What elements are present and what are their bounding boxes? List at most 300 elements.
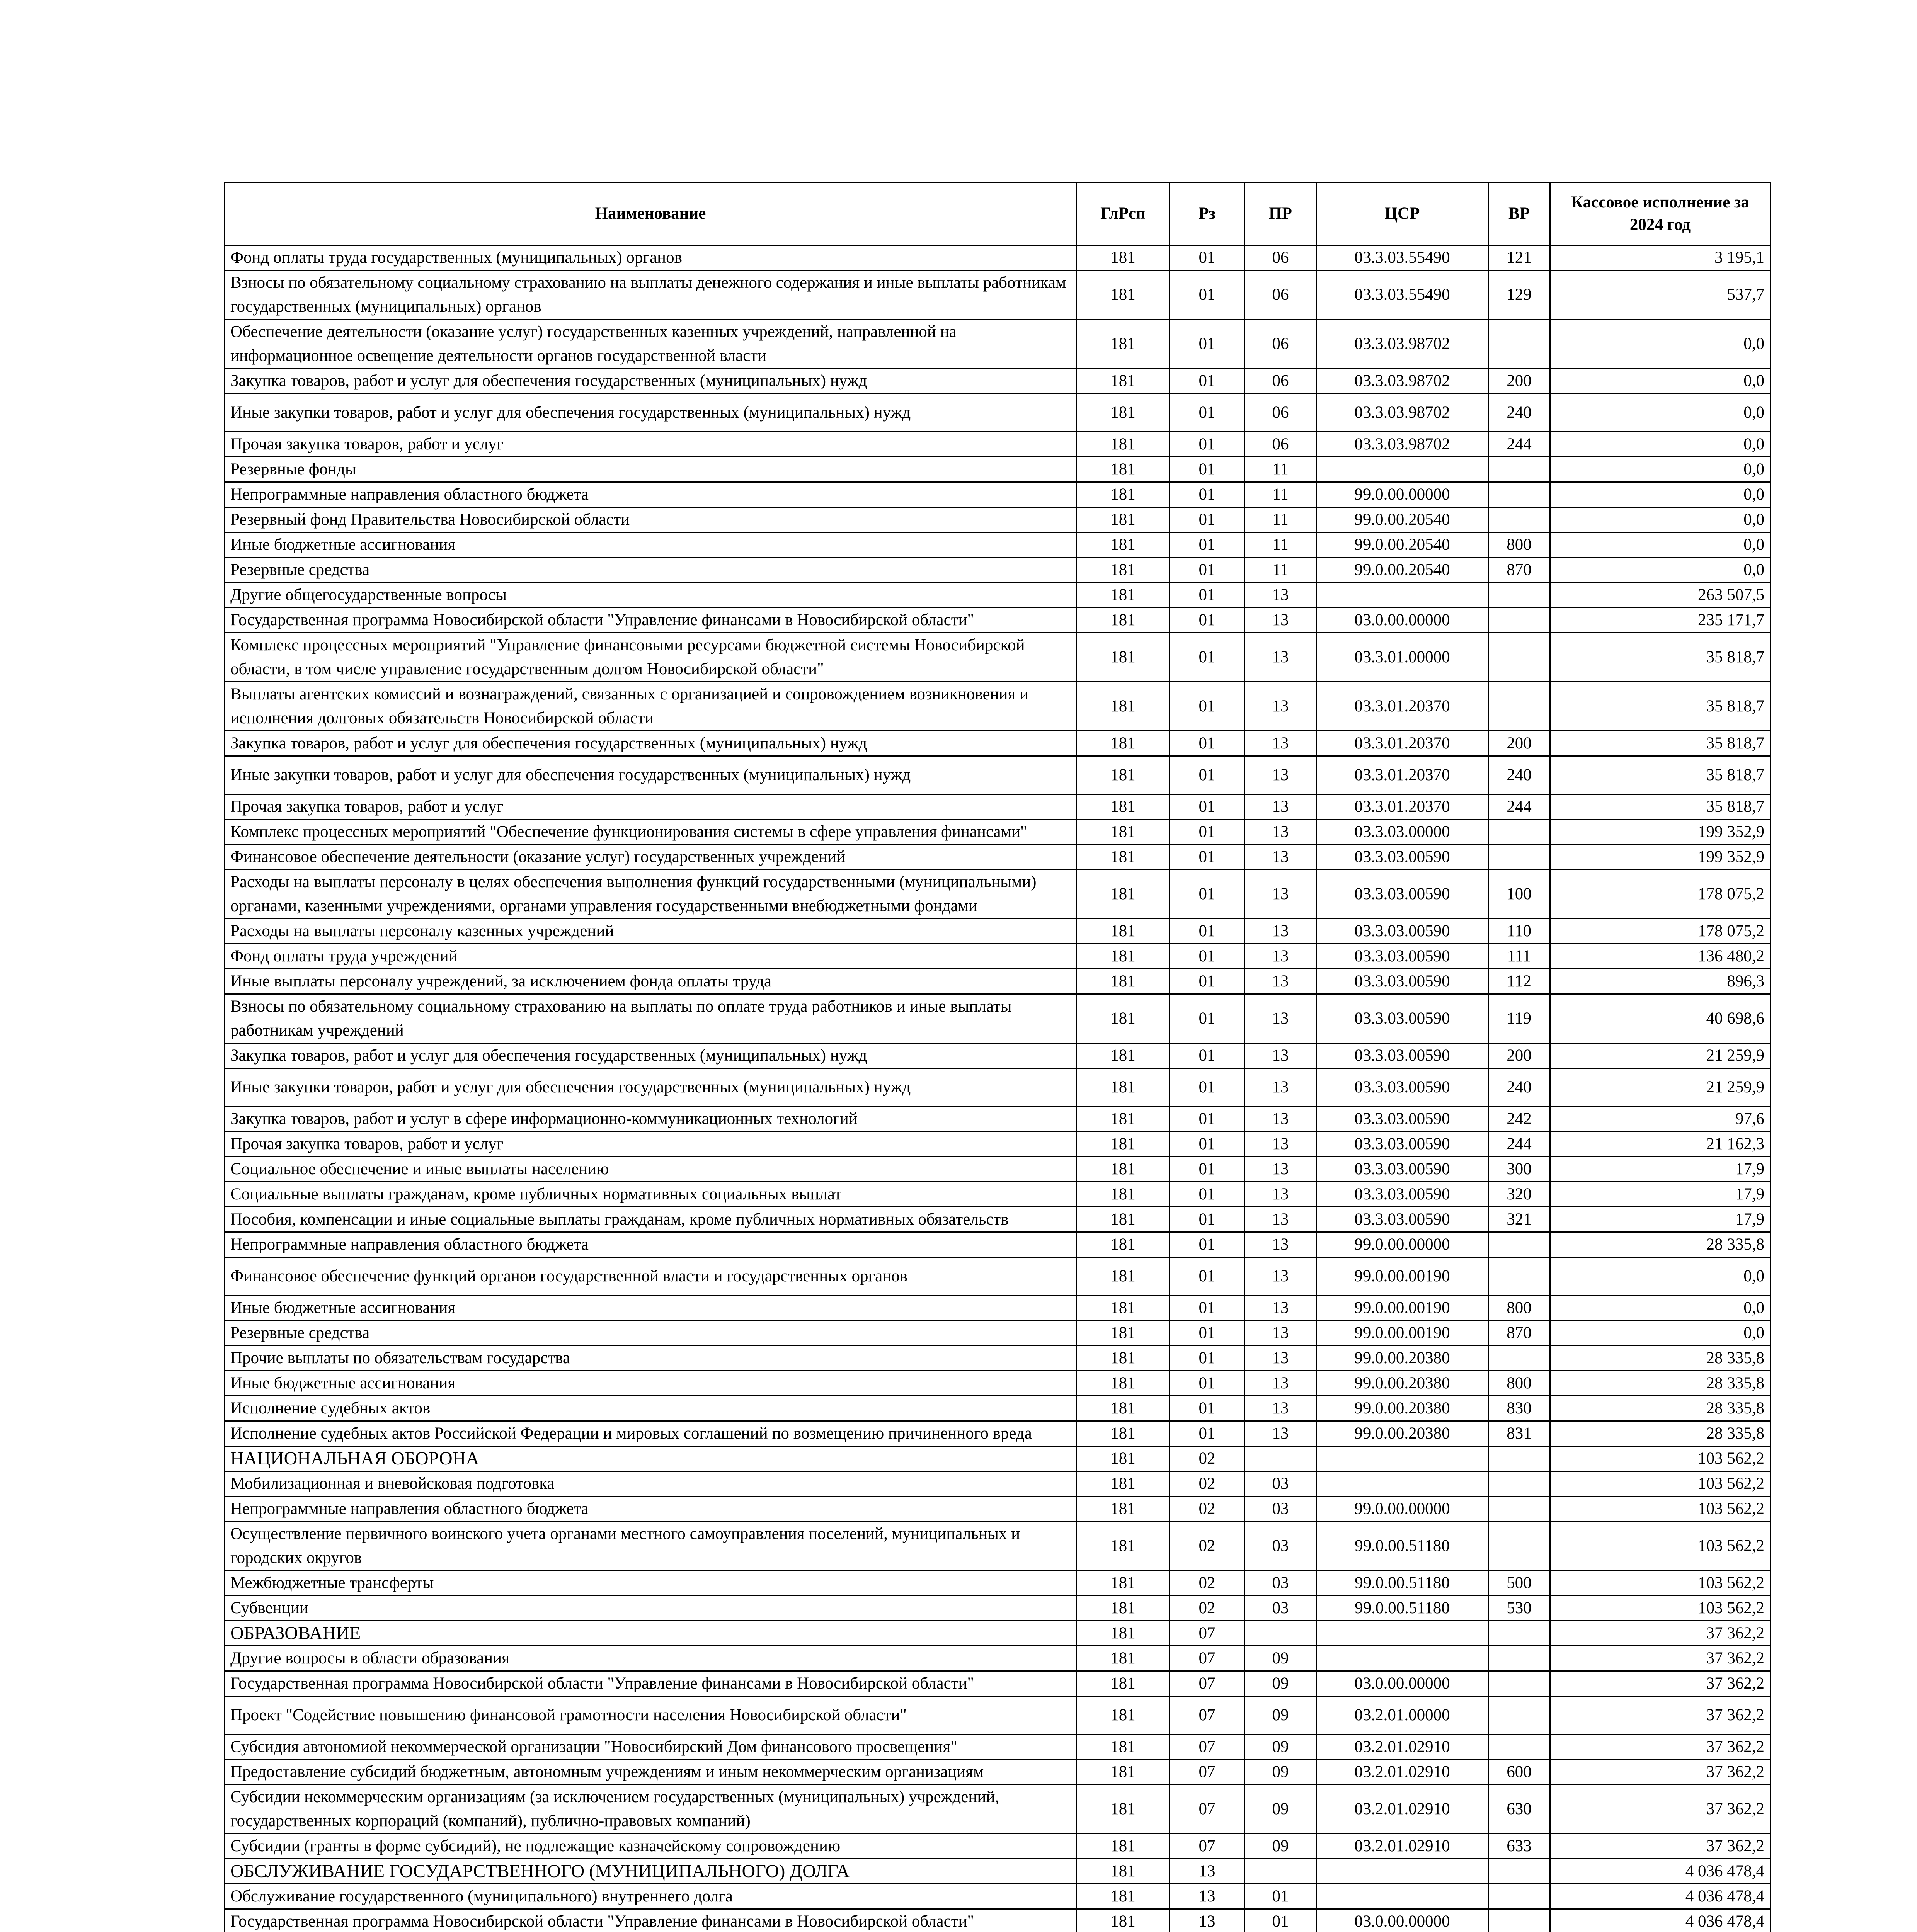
row-amount: 37 362,2 (1550, 1671, 1771, 1696)
row-vr: 244 (1488, 794, 1550, 820)
row-amount: 17,9 (1550, 1157, 1771, 1182)
row-csr: 03.3.03.00590 (1316, 919, 1488, 944)
row-name: Субсидия автономиой некоммерческой организации "Новосибирский Дом финансового просвещения" (225, 1735, 1077, 1760)
row-vr (1488, 820, 1550, 845)
table-row (225, 1043, 1771, 1068)
table-row (225, 1471, 1771, 1497)
row-amount: 103 562,2 (1550, 1596, 1771, 1621)
row-amount: 537,7 (1550, 270, 1771, 320)
row-amount: 178 075,2 (1550, 919, 1771, 944)
row-pr: 11 (1245, 457, 1316, 482)
header-row (225, 182, 1771, 245)
row-rz: 01 (1170, 820, 1245, 845)
row-name: Выплаты агентских комиссий и вознаграждений, связанных с организацией и сопровождением возникновения и исполнения долговых обязательств Новосибирской области (225, 682, 1077, 731)
row-grbs: 181 (1077, 1497, 1170, 1522)
row-rz: 01 (1170, 369, 1245, 394)
row-name: Взносы по обязательному социальному страхованию на выплаты по оплате труда работников и иные выплаты работникам учреждений (225, 994, 1077, 1043)
table-row (225, 870, 1771, 919)
table-row (225, 1296, 1771, 1321)
row-vr: 870 (1488, 1321, 1550, 1346)
header-pr: ПР (1245, 182, 1316, 245)
row-amount: 103 562,2 (1550, 1446, 1771, 1471)
row-pr: 13 (1245, 1043, 1316, 1068)
row-vr: 200 (1488, 731, 1550, 756)
table-row (225, 1909, 1771, 1932)
row-amount: 21 259,9 (1550, 1068, 1771, 1107)
budget-execution-table (224, 182, 1771, 1932)
row-vr: 321 (1488, 1207, 1550, 1232)
row-vr (1488, 1646, 1550, 1671)
row-rz: 01 (1170, 1182, 1245, 1207)
row-amount: 0,0 (1550, 369, 1771, 394)
row-vr (1488, 682, 1550, 731)
row-amount: 103 562,2 (1550, 1571, 1771, 1596)
row-name: Фонд оплаты труда учреждений (225, 944, 1077, 969)
row-pr: 13 (1245, 1132, 1316, 1157)
row-pr: 01 (1245, 1909, 1316, 1932)
table-row (225, 394, 1771, 432)
row-name: Расходы на выплаты персоналу в целях обеспечения выполнения функций государственными (муниципальными) органами, казенными учреждениями, органами управления государственными внебюджетными фондами (225, 870, 1077, 919)
row-vr: 800 (1488, 1371, 1550, 1396)
row-csr: 03.3.03.00590 (1316, 1043, 1488, 1068)
row-csr: 99.0.00.00190 (1316, 1257, 1488, 1296)
row-csr: 03.3.01.20370 (1316, 756, 1488, 794)
row-csr: 03.2.01.02910 (1316, 1834, 1488, 1859)
row-csr (1316, 1621, 1488, 1646)
row-grbs: 181 (1077, 1396, 1170, 1421)
row-rz: 02 (1170, 1471, 1245, 1497)
row-pr: 03 (1245, 1471, 1316, 1497)
row-amount: 28 335,8 (1550, 1421, 1771, 1446)
row-pr: 13 (1245, 1107, 1316, 1132)
row-pr: 13 (1245, 919, 1316, 944)
row-name: Межбюджетные трансферты (225, 1571, 1077, 1596)
table-row (225, 1884, 1771, 1909)
row-csr: 03.3.01.20370 (1316, 794, 1488, 820)
section-row (225, 1859, 1771, 1884)
row-csr: 99.0.00.00190 (1316, 1321, 1488, 1346)
row-name: Закупка товаров, работ и услуг для обеспечения государственных (муниципальных) нужд (225, 369, 1077, 394)
row-amount: 21 162,3 (1550, 1132, 1771, 1157)
row-csr (1316, 1884, 1488, 1909)
row-amount: 103 562,2 (1550, 1471, 1771, 1497)
row-grbs: 181 (1077, 1522, 1170, 1571)
row-name: Финансовое обеспечение деятельности (оказание услуг) государственных учреждений (225, 845, 1077, 870)
row-vr (1488, 1232, 1550, 1257)
row-name: Исполнение судебных актов (225, 1396, 1077, 1421)
row-rz: 07 (1170, 1785, 1245, 1834)
row-amount: 4 036 478,4 (1550, 1884, 1771, 1909)
row-grbs: 181 (1077, 1371, 1170, 1396)
row-name: Субсидии некоммерческим организациям (за исключением государственных (муниципальных) учреждений, государственных корпораций (компаний), публично-правовых компаний) (225, 1785, 1077, 1834)
row-name: Резервные средства (225, 1321, 1077, 1346)
row-amount: 37 362,2 (1550, 1785, 1771, 1834)
row-amount: 37 362,2 (1550, 1760, 1771, 1785)
row-rz: 01 (1170, 994, 1245, 1043)
row-rz: 13 (1170, 1884, 1245, 1909)
row-rz: 01 (1170, 845, 1245, 870)
row-name: Комплекс процессных мероприятий "Обеспечение функционирования системы в сфере управления финансами" (225, 820, 1077, 845)
row-pr (1245, 1859, 1316, 1884)
row-grbs: 181 (1077, 1296, 1170, 1321)
table-row (225, 270, 1771, 320)
row-grbs: 181 (1077, 1621, 1170, 1646)
table-row (225, 794, 1771, 820)
row-grbs: 181 (1077, 1596, 1170, 1621)
row-name: Закупка товаров, работ и услуг в сфере информационно-коммуникационных технологий (225, 1107, 1077, 1132)
row-vr: 500 (1488, 1571, 1550, 1596)
row-pr: 13 (1245, 1296, 1316, 1321)
row-rz: 01 (1170, 1321, 1245, 1346)
row-csr: 03.3.01.00000 (1316, 633, 1488, 682)
row-grbs: 181 (1077, 919, 1170, 944)
row-name: Прочая закупка товаров, работ и услуг (225, 794, 1077, 820)
row-rz: 02 (1170, 1596, 1245, 1621)
row-rz: 01 (1170, 1132, 1245, 1157)
row-vr (1488, 457, 1550, 482)
row-rz: 01 (1170, 532, 1245, 558)
row-vr (1488, 1471, 1550, 1497)
row-csr: 03.3.03.98702 (1316, 369, 1488, 394)
row-vr: 244 (1488, 432, 1550, 457)
row-rz: 01 (1170, 558, 1245, 583)
row-rz: 07 (1170, 1735, 1245, 1760)
row-amount: 0,0 (1550, 432, 1771, 457)
row-amount: 4 036 478,4 (1550, 1909, 1771, 1932)
row-csr: 03.3.03.98702 (1316, 394, 1488, 432)
row-rz: 01 (1170, 608, 1245, 633)
row-name: Обеспечение деятельности (оказание услуг) государственных казенных учреждений, направленной на информационное освещение деятельности органов государственной власти (225, 320, 1077, 369)
row-csr: 03.3.03.00590 (1316, 870, 1488, 919)
row-vr: 800 (1488, 532, 1550, 558)
row-pr: 09 (1245, 1760, 1316, 1785)
row-grbs: 181 (1077, 1735, 1170, 1760)
table-row (225, 1421, 1771, 1446)
row-csr: 99.0.00.00000 (1316, 1232, 1488, 1257)
row-grbs: 181 (1077, 969, 1170, 994)
row-vr: 121 (1488, 245, 1550, 270)
row-vr (1488, 583, 1550, 608)
row-grbs: 181 (1077, 1043, 1170, 1068)
row-pr: 13 (1245, 633, 1316, 682)
row-name: Проект "Содействие повышению финансовой грамотности населения Новосибирской области" (225, 1696, 1077, 1735)
row-rz: 01 (1170, 1421, 1245, 1446)
row-pr: 13 (1245, 1207, 1316, 1232)
row-amount: 28 335,8 (1550, 1232, 1771, 1257)
row-name: Резервные средства (225, 558, 1077, 583)
table-row (225, 756, 1771, 794)
row-vr: 240 (1488, 1068, 1550, 1107)
row-csr: 03.3.03.00590 (1316, 1107, 1488, 1132)
header-name: Наименование (225, 182, 1077, 245)
row-grbs: 181 (1077, 1785, 1170, 1834)
row-name: Комплекс процессных мероприятий "Управление финансовыми ресурсами бюджетной системы Новосибирской области, в том числе управление государственным долгом Новосибирской области" (225, 633, 1077, 682)
row-rz: 07 (1170, 1621, 1245, 1646)
row-rz: 13 (1170, 1859, 1245, 1884)
table-row (225, 633, 1771, 682)
row-amount: 0,0 (1550, 320, 1771, 369)
row-grbs: 181 (1077, 845, 1170, 870)
row-vr (1488, 608, 1550, 633)
row-csr: 99.0.00.20540 (1316, 507, 1488, 532)
table-row (225, 583, 1771, 608)
row-pr: 13 (1245, 1321, 1316, 1346)
row-rz: 07 (1170, 1834, 1245, 1859)
row-amount: 199 352,9 (1550, 845, 1771, 870)
row-pr: 13 (1245, 682, 1316, 731)
row-name: Субвенции (225, 1596, 1077, 1621)
row-pr: 13 (1245, 756, 1316, 794)
row-rz: 01 (1170, 1257, 1245, 1296)
row-pr: 13 (1245, 1157, 1316, 1182)
row-amount: 0,0 (1550, 482, 1771, 507)
row-grbs: 181 (1077, 756, 1170, 794)
row-rz: 01 (1170, 457, 1245, 482)
row-pr: 09 (1245, 1696, 1316, 1735)
row-amount: 0,0 (1550, 532, 1771, 558)
row-grbs: 181 (1077, 1696, 1170, 1735)
row-grbs: 181 (1077, 870, 1170, 919)
row-csr: 03.3.03.00590 (1316, 845, 1488, 870)
row-csr: 03.3.03.00590 (1316, 994, 1488, 1043)
row-rz: 01 (1170, 1068, 1245, 1107)
row-csr: 03.2.01.02910 (1316, 1735, 1488, 1760)
row-vr: 112 (1488, 969, 1550, 994)
row-vr (1488, 1909, 1550, 1932)
row-grbs: 181 (1077, 994, 1170, 1043)
row-grbs: 181 (1077, 369, 1170, 394)
row-amount: 37 362,2 (1550, 1621, 1771, 1646)
row-csr: 99.0.00.20540 (1316, 558, 1488, 583)
table-row (225, 845, 1771, 870)
row-vr (1488, 1522, 1550, 1571)
row-pr: 13 (1245, 1421, 1316, 1446)
table-row (225, 1760, 1771, 1785)
row-grbs: 181 (1077, 1909, 1170, 1932)
row-csr: 03.3.03.00590 (1316, 1132, 1488, 1157)
row-pr: 09 (1245, 1834, 1316, 1859)
row-rz: 07 (1170, 1760, 1245, 1785)
row-vr: 870 (1488, 558, 1550, 583)
row-grbs: 181 (1077, 1571, 1170, 1596)
row-rz: 07 (1170, 1646, 1245, 1671)
row-amount: 28 335,8 (1550, 1396, 1771, 1421)
row-vr (1488, 1346, 1550, 1371)
row-name: Резервные фонды (225, 457, 1077, 482)
row-vr: 530 (1488, 1596, 1550, 1621)
table-row (225, 558, 1771, 583)
header-grbs: ГлРсп (1077, 182, 1170, 245)
row-rz: 01 (1170, 682, 1245, 731)
row-rz: 13 (1170, 1909, 1245, 1932)
row-amount: 40 698,6 (1550, 994, 1771, 1043)
row-amount: 235 171,7 (1550, 608, 1771, 633)
table-row (225, 1068, 1771, 1107)
row-csr: 99.0.00.51180 (1316, 1571, 1488, 1596)
row-amount: 0,0 (1550, 1321, 1771, 1346)
row-name: НАЦИОНАЛЬНАЯ ОБОРОНА (225, 1446, 1077, 1471)
row-name: Иные бюджетные ассигнования (225, 532, 1077, 558)
row-pr: 13 (1245, 583, 1316, 608)
row-csr: 99.0.00.20380 (1316, 1371, 1488, 1396)
table-row (225, 682, 1771, 731)
row-grbs: 181 (1077, 1446, 1170, 1471)
row-pr: 13 (1245, 1232, 1316, 1257)
row-csr: 03.3.03.00590 (1316, 1068, 1488, 1107)
row-csr: 03.3.03.00590 (1316, 944, 1488, 969)
row-vr: 244 (1488, 1132, 1550, 1157)
table-row (225, 1571, 1771, 1596)
row-amount: 37 362,2 (1550, 1735, 1771, 1760)
row-csr: 03.0.00.00000 (1316, 1909, 1488, 1932)
row-grbs: 181 (1077, 270, 1170, 320)
row-rz: 01 (1170, 919, 1245, 944)
row-grbs: 181 (1077, 794, 1170, 820)
table-row (225, 1232, 1771, 1257)
row-grbs: 181 (1077, 394, 1170, 432)
table-row (225, 482, 1771, 507)
table-body (225, 245, 1771, 1932)
row-rz: 01 (1170, 432, 1245, 457)
row-rz: 01 (1170, 633, 1245, 682)
row-vr: 119 (1488, 994, 1550, 1043)
row-vr: 242 (1488, 1107, 1550, 1132)
row-csr: 99.0.00.51180 (1316, 1596, 1488, 1621)
row-rz: 01 (1170, 794, 1245, 820)
row-pr: 11 (1245, 558, 1316, 583)
row-amount: 17,9 (1550, 1182, 1771, 1207)
row-csr: 03.3.03.55490 (1316, 245, 1488, 270)
table-row (225, 532, 1771, 558)
row-rz: 02 (1170, 1522, 1245, 1571)
row-amount: 35 818,7 (1550, 731, 1771, 756)
row-rz: 01 (1170, 583, 1245, 608)
row-grbs: 181 (1077, 944, 1170, 969)
row-amount: 21 259,9 (1550, 1043, 1771, 1068)
row-rz: 01 (1170, 1296, 1245, 1321)
row-pr: 13 (1245, 731, 1316, 756)
row-vr: 200 (1488, 1043, 1550, 1068)
row-vr (1488, 1735, 1550, 1760)
row-csr: 99.0.00.20380 (1316, 1421, 1488, 1446)
row-vr: 633 (1488, 1834, 1550, 1859)
table-row (225, 1396, 1771, 1421)
row-csr: 03.3.01.20370 (1316, 731, 1488, 756)
row-vr (1488, 1859, 1550, 1884)
row-amount: 199 352,9 (1550, 820, 1771, 845)
row-csr: 03.3.03.00590 (1316, 969, 1488, 994)
row-vr: 240 (1488, 756, 1550, 794)
row-vr (1488, 507, 1550, 532)
row-grbs: 181 (1077, 558, 1170, 583)
row-name: Непрограммные направления областного бюджета (225, 482, 1077, 507)
row-grbs: 181 (1077, 1132, 1170, 1157)
row-pr (1245, 1446, 1316, 1471)
row-name: Финансовое обеспечение функций органов государственной власти и государственных органов (225, 1257, 1077, 1296)
table-row (225, 1785, 1771, 1834)
row-rz: 01 (1170, 870, 1245, 919)
row-amount: 28 335,8 (1550, 1346, 1771, 1371)
row-vr: 300 (1488, 1157, 1550, 1182)
row-name: ОБСЛУЖИВАНИЕ ГОСУДАРСТВЕННОГО (МУНИЦИПАЛЬНОГО) ДОЛГА (225, 1859, 1077, 1884)
row-grbs: 181 (1077, 1671, 1170, 1696)
row-vr: 320 (1488, 1182, 1550, 1207)
table-row (225, 1671, 1771, 1696)
table-row (225, 1596, 1771, 1621)
row-name: Социальные выплаты гражданам, кроме публичных нормативных социальных выплат (225, 1182, 1077, 1207)
row-vr: 111 (1488, 944, 1550, 969)
row-pr: 06 (1245, 320, 1316, 369)
row-pr: 09 (1245, 1646, 1316, 1671)
row-grbs: 181 (1077, 432, 1170, 457)
row-name: Государственная программа Новосибирской области "Управление финансами в Новосибирской области" (225, 1671, 1077, 1696)
row-pr (1245, 1621, 1316, 1646)
row-pr: 13 (1245, 969, 1316, 994)
table-row (225, 1346, 1771, 1371)
row-rz: 01 (1170, 270, 1245, 320)
row-vr: 831 (1488, 1421, 1550, 1446)
row-csr: 03.2.01.02910 (1316, 1785, 1488, 1834)
row-rz: 01 (1170, 1207, 1245, 1232)
table-row (225, 1371, 1771, 1396)
row-grbs: 181 (1077, 1421, 1170, 1446)
row-grbs: 181 (1077, 1760, 1170, 1785)
row-pr: 03 (1245, 1497, 1316, 1522)
row-name: Исполнение судебных актов Российской Федерации и мировых соглашений по возмещению причиненного вреда (225, 1421, 1077, 1446)
row-rz: 01 (1170, 482, 1245, 507)
row-vr (1488, 633, 1550, 682)
row-name: Прочие выплаты по обязательствам государства (225, 1346, 1077, 1371)
row-pr: 03 (1245, 1522, 1316, 1571)
row-rz: 01 (1170, 1157, 1245, 1182)
row-amount: 35 818,7 (1550, 756, 1771, 794)
row-pr: 11 (1245, 482, 1316, 507)
table-row (225, 1834, 1771, 1859)
row-rz: 01 (1170, 1043, 1245, 1068)
table-row (225, 731, 1771, 756)
row-csr (1316, 1859, 1488, 1884)
row-grbs: 181 (1077, 507, 1170, 532)
row-amount: 0,0 (1550, 457, 1771, 482)
row-vr: 800 (1488, 1296, 1550, 1321)
row-pr: 13 (1245, 1257, 1316, 1296)
row-name: Иные закупки товаров, работ и услуг для обеспечения государственных (муниципальных) нужд (225, 394, 1077, 432)
row-rz: 01 (1170, 1346, 1245, 1371)
row-rz: 01 (1170, 245, 1245, 270)
row-amount: 896,3 (1550, 969, 1771, 994)
row-pr: 01 (1245, 1884, 1316, 1909)
row-name: Иные бюджетные ассигнования (225, 1296, 1077, 1321)
row-rz: 01 (1170, 969, 1245, 994)
row-name: Прочая закупка товаров, работ и услуг (225, 1132, 1077, 1157)
table-row (225, 507, 1771, 532)
table-row (225, 944, 1771, 969)
row-pr: 09 (1245, 1785, 1316, 1834)
row-rz: 02 (1170, 1497, 1245, 1522)
row-name: Предоставление субсидий бюджетным, автономным учреждениям и иным некоммерческим организациям (225, 1760, 1077, 1785)
section-row (225, 1446, 1771, 1471)
row-rz: 01 (1170, 320, 1245, 369)
row-csr: 03.2.01.02910 (1316, 1760, 1488, 1785)
row-pr: 09 (1245, 1671, 1316, 1696)
table-row (225, 245, 1771, 270)
row-csr: 99.0.00.20380 (1316, 1396, 1488, 1421)
row-vr: 100 (1488, 870, 1550, 919)
row-name: Закупка товаров, работ и услуг для обеспечения государственных (муниципальных) нужд (225, 1043, 1077, 1068)
row-csr: 03.3.03.55490 (1316, 270, 1488, 320)
row-amount: 35 818,7 (1550, 682, 1771, 731)
row-pr: 03 (1245, 1596, 1316, 1621)
